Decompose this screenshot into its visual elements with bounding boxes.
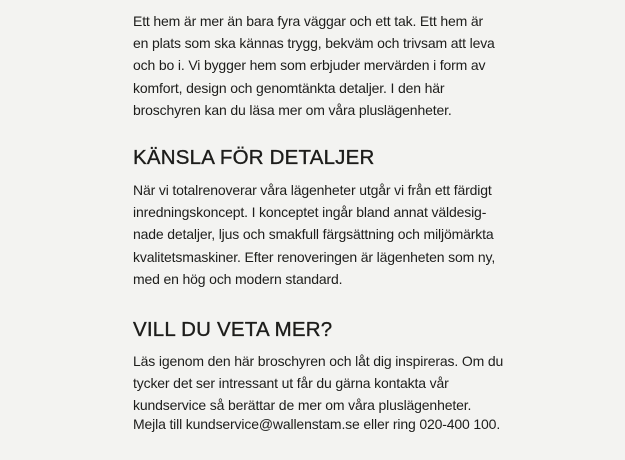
text-line: och bo i. Vi bygger hem som erbjuder mervärden i form av [133,57,486,74]
text-line: med en hög och modern standard. [133,270,343,287]
text-line: nade detaljer, ljus och smakfull färgsättning och miljömärkta [133,226,494,243]
text-line: Ett hem är mer än bara fyra väggar och ett tak. Ett hem är [133,13,484,29]
contact-line: Mejla till kundservice@wallenstam.se eller ring 020-400 100. [133,416,501,432]
text-line: När vi totalrenoverar våra lägenheter utgår vi från ett färdigt [133,182,492,198]
text-line: broschyren kan du läsa mer om våra pluslägenheter. [133,101,452,118]
text-line: kundservice så berättar de mer om våra pluslägenheter. [133,397,472,414]
text-line: en plats som ska kännas trygg, bekväm och trivsam att leva [133,35,495,52]
know-more-paragraph [133,350,503,417]
details-paragraph [133,179,495,290]
intro-paragraph [133,10,495,121]
text-line: tycker det ser intressant ut får du gärna kontakta vår [133,375,449,392]
contact-paragraph [133,413,500,435]
text-line: inredningskoncept. I konceptet ingår bland annat väldesig- [133,204,487,221]
text-line: kvalitetsmaskiner. Efter renoveringen är lägenheten som ny, [133,248,496,265]
section-heading-details: KÄNSLA FÖR DETALJER [133,146,375,169]
text-line: komfort, design och genomtänkta detaljer. I den här [133,79,445,96]
text-line: Läs igenom den här broschyren och låt dig inspireras. Om du [133,353,504,369]
section-heading-know-more: VILL DU VETA MER? [133,318,333,341]
